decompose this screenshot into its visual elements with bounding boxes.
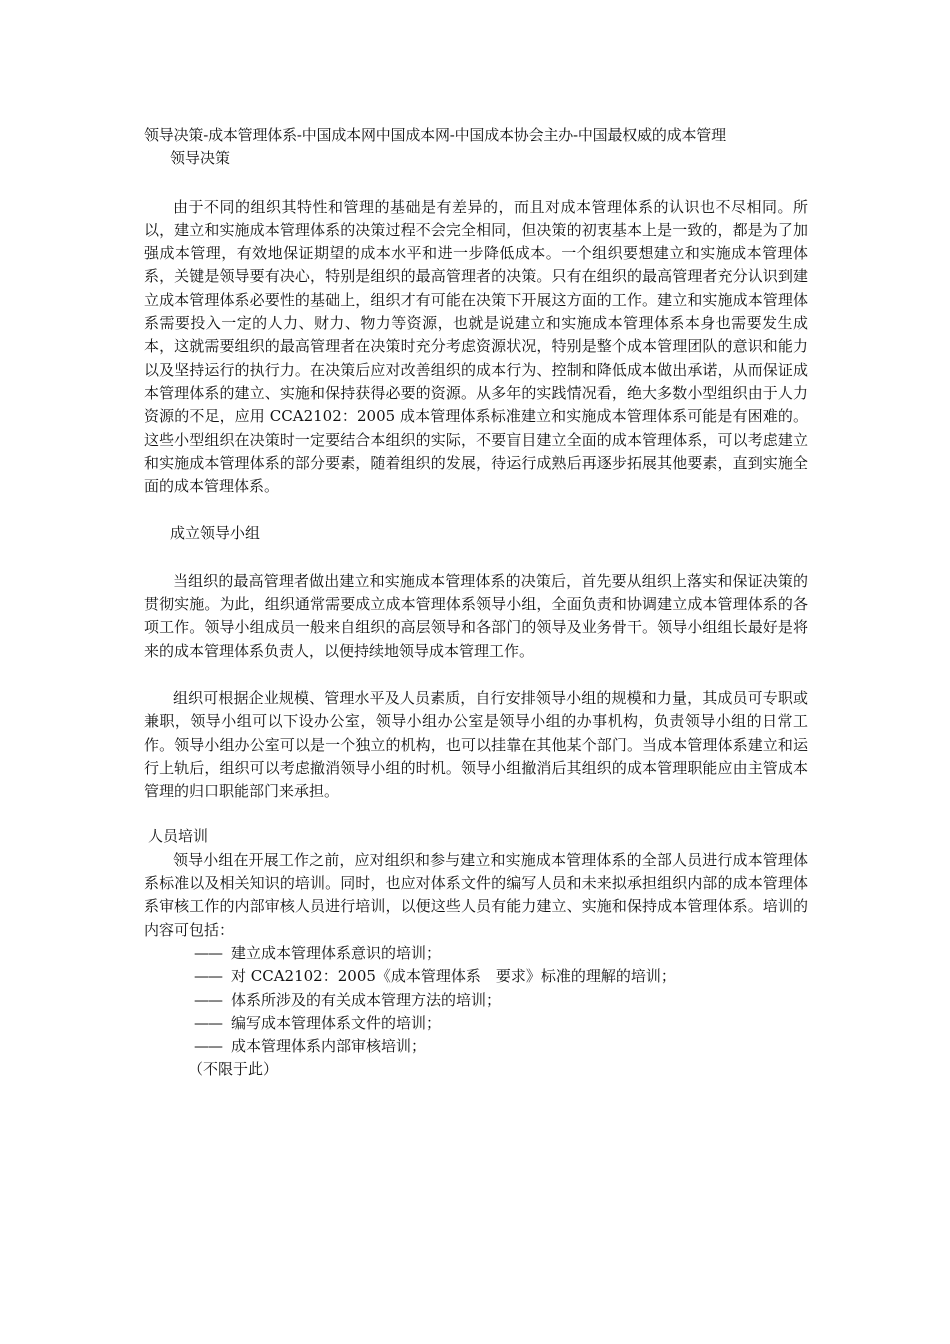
list-item	[144, 989, 808, 1012]
section2-paragraph-2: 组织可根据企业规模、管理水平及人员素质，自行安排领导小组的规模和力量，其成员可专职或兼职，领导小组可以下设办公室，领导小组办公室是领导小组的办事机构，负责领导小组的日常工作。领导小组办公室可以是一个独立的机构，也可以挂靠在其他某个部门。当成本管理体系建立和运行上轨后，组织可以考虑撤消领导小组的时机。领导小组撤消后其组织的成本管理职能应由主管成本管理的归口职能部门来承担。	[144, 688, 808, 801]
document-page	[144, 124, 808, 1082]
dash-marker: ——	[194, 1013, 222, 1032]
list-item	[144, 965, 808, 988]
section-heading-training: 人员培训	[148, 827, 209, 846]
section-heading-leadership-decision: 领导决策	[170, 149, 231, 168]
section1-paragraph: 由于不同的组织其特性和管理的基础是有差异的，而且对成本管理体系的认识也不尽相同。所以，建立和实施成本管理体系的决策过程不会完全相同，但决策的初衷基本上是一致的，都是为了加强成本管理，有效地保证期望的成本水平和进一步降低成本。一个组织要想建立和实施成本管理体系，关键是领导要有决心，特别是组织的最高管理者的决策。只有在组织的最高管理者充分认识到建立成本管理体系必要性的基础上，组织才有可能在决策下开展这方面的工作。建立和实施成本管理体系需要投入一定的人力、财力、物力等资源，也就是说建立和实施成本管理体系本身也需要发生成本，这就需要组织的最高管理者在决策时充分考虑资源状况，特别是整个成本管理团队的意识和能力以及坚持运行的执行力。在决策后应对改善组织的成本行为、控制和降低成本做出承诺，从而保证成本管理体系的建立、实施和保持获得必要的资源。从多年的实践情况看，绝大多数小型组织由于人力资源的不足，应用 CCA2102：2005 成本管理体系标准建立和实施成本管理体系可能是有困难的。这些小型组织在决策时一定要结合本组织的实际，不要盲目建立全面的成本管理体系，可以考虑建立和实施成本管理体系的部分要素，随着组织的发展，待运行成熟后再逐步拓展其他要素，直到实施全面的成本管理体系。	[144, 197, 808, 496]
spacer	[144, 803, 808, 825]
list-item-text: 建立成本管理体系意识的培训；	[231, 943, 442, 962]
spacer	[144, 498, 808, 522]
spacer	[144, 546, 808, 570]
list-item-text: 成本管理体系内部审核培训；	[231, 1037, 427, 1056]
list-item-text: 对 CCA2102：2005《成本管理体系 要求》标准的理解的培训；	[231, 967, 676, 986]
dash-marker: ——	[194, 990, 222, 1009]
spacer	[144, 663, 808, 687]
section3-paragraph: 领导小组在开展工作之前，应对组织和参与建立和实施成本管理体系的全部人员进行成本管理体系标准以及相关知识的培训。同时，也应对体系文件的编写人员和未来拟承担组织内部的成本管理体系审核工作的内部审核人员进行培训，以便这些人员有能力建立、实施和保持成本管理体系。培训的内容可包括：	[144, 850, 808, 939]
list-item-text: 体系所涉及的有关成本管理方法的培训；	[231, 990, 502, 1009]
dash-marker: ——	[194, 967, 222, 986]
section2-paragraph-1: 当组织的最高管理者做出建立和实施成本管理体系的决策后，首先要从组织上落实和保证决策的贯彻实施。为此，组织通常需要成立成本管理体系领导小组，全面负责和协调建立成本管理体系的各项工作。领导小组成员一般来自组织的高层领导和各部门的领导及业务骨干。领导小组组长最好是将来的成本管理体系负责人，以便持续地领导成本管理工作。	[144, 571, 808, 660]
list-item-text: 编写成本管理体系文件的培训；	[231, 1013, 442, 1032]
list-item	[144, 1012, 808, 1035]
training-list	[144, 942, 808, 1058]
spacer	[144, 171, 808, 196]
dash-marker: ——	[194, 943, 222, 962]
dash-marker: ——	[194, 1037, 222, 1056]
document-title: 领导决策-成本管理体系-中国成本网中国成本网-中国成本协会主办-中国最权威的成本管理	[144, 126, 726, 144]
closing-note: （不限于此）	[188, 1060, 279, 1079]
section-heading-leadership-group: 成立领导小组	[170, 524, 261, 543]
list-item	[144, 942, 808, 965]
list-item	[144, 1035, 808, 1058]
